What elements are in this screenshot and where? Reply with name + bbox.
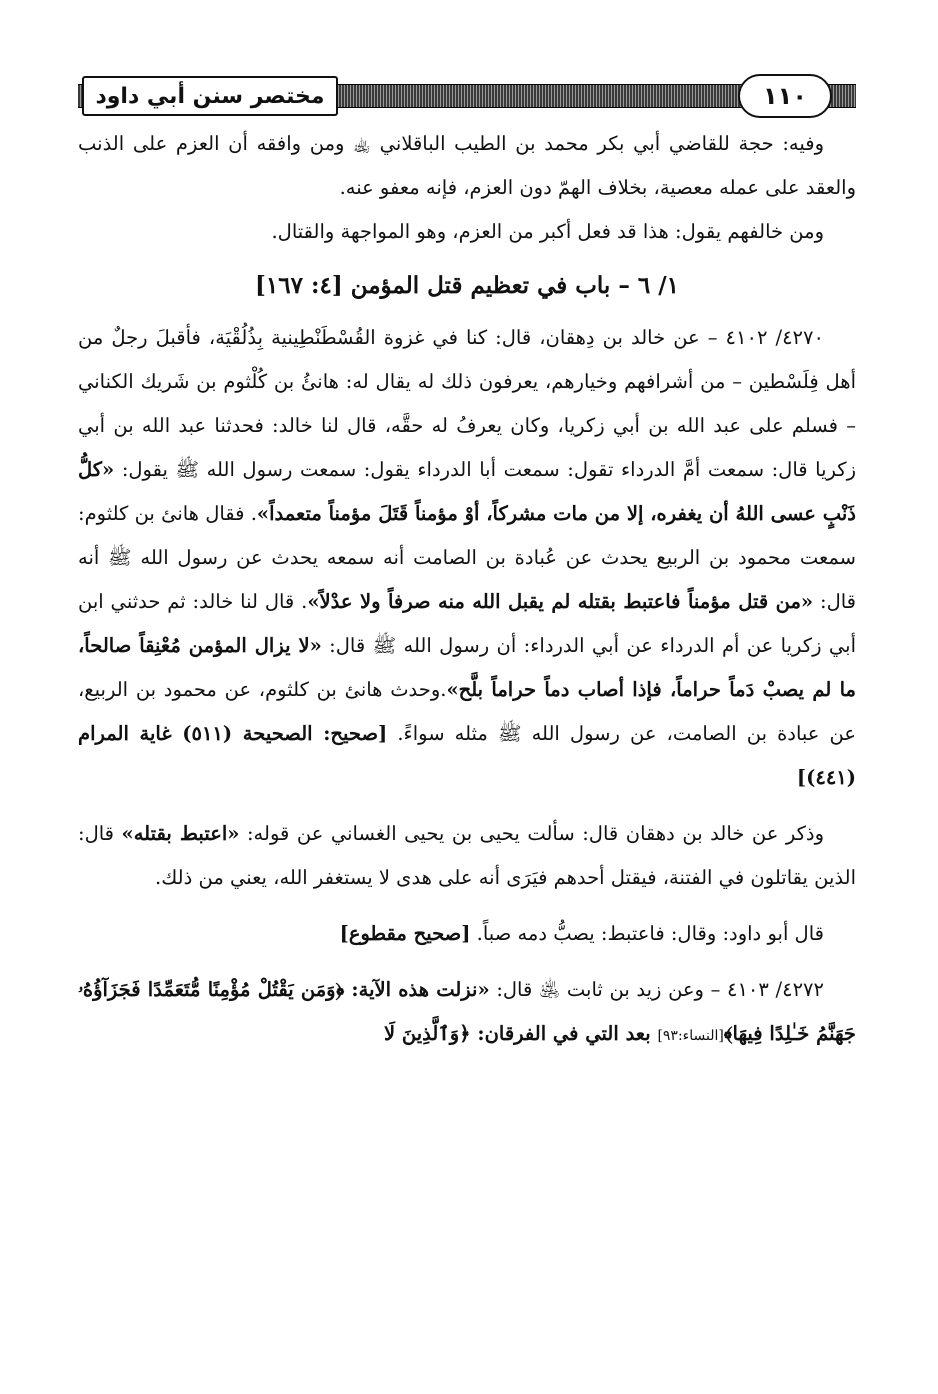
hadith-4270-grade: [صحيح: الصحيحة (٥١١) غاية المرام (٤٤١)] (78, 722, 856, 789)
hadith-4272-text: بعد التي في الفرقان: (470, 1022, 658, 1045)
page-header (78, 74, 856, 120)
paragraph-abu-dawud (78, 912, 856, 956)
hadith-4272-chain: ٤٢٧٢/ ٤١٠٣ – وعن زيد بن ثابت ﵁ قال: (489, 978, 824, 1001)
hadith-4270 (78, 316, 856, 800)
hadith-4270-chain-4: .وحدث هانئ بن كلثوم، عن محمود بن الربيع، عن عبادة بن الصامت، عن رسول الله ﷺ مثله سواءً. (78, 678, 856, 745)
hadith-4270-text-3: «لا يزال المؤمن مُعْنِقاً صالحاً، ما لم يصبْ دَماً حراماً، فإذا أصاب دماً حراماً بلَّح» (78, 634, 856, 701)
page-number: ١١٠ (738, 74, 832, 118)
hadith-4270-chain-2: . فقال هانئ بن كلثوم: سمعت محمود بن الربيع يحدث عن عُبادة بن الصامت أنه سمعه يحدث عن رسول الله ﷺ أنه قال: (78, 502, 856, 613)
paragraph-opposing-view: ومن خالفهم يقول: هذا قد فعل أكبر من العزم، وهو المواجهة والقتال. (271, 220, 824, 243)
chapter-heading: ١/ ٦ – باب في تعظيم قتل المؤمن [٤: ١٦٧] (255, 272, 679, 299)
paragraph-commentary: وفيه: حجة للقاضي أبي بكر محمد بن الطيب الباقلاني ﵀ ومن وافقه أن العزم على الذنب والعقد على عمله معصية، بخلاف الهمّ دون العزم، فإنه معفو عنه. (78, 132, 856, 199)
explanation-part-1: وذكر عن خالد بن دهقان قال: سألت يحيى بن يحيى الغساني عن قوله: (239, 822, 825, 845)
explanation-part-2: قال: الذين يقاتلون في الفتنة، فيقتل أحدهم فيَرَى أنه على هدى لا يستغفر الله، يعني من ذلك. (78, 822, 856, 889)
abu-dawud-grade: [صحيح مقطوع] (339, 922, 471, 945)
abu-dawud-statement: قال أبو داود: وقال: فاعتبط: يصبُّ دمه صباً. (470, 922, 824, 945)
page-body (78, 122, 856, 1058)
book-title: مختصر سنن أبي داود (82, 76, 338, 116)
hadith-4272-verse-ref: [النساء:٩٣] (657, 1028, 724, 1044)
paragraph-explanation (78, 812, 856, 900)
hadith-4272 (78, 968, 856, 1058)
hadith-4270-chain-3: . قال لنا خالد: ثم حدثني ابن أبي زكريا عن أم الدرداء عن أبي الدرداء: أن رسول الله ﷺ قال: (78, 590, 856, 657)
hadith-4270-chain: ٤٢٧٠/ ٤١٠٢ – عن خالد بن دِهقان، قال: كنا في غزوة القُسْطَنْطِينية بِذُلُقْيَة، فأقبلَ رجلٌ من أهل فِلَسْطين – من أشرافهم وخيارهم، يعرفون ذلك له يقال له: هانئُ بن كُلْثوم بن شَريك الكناني – فسلم على عبد الله بن أبي زكريا، وكان يعرفُ له حقَّه، قال لنا خالد: فحدثنا عبد الله بن أبي زكريا قال: سمعت أمَّ الدرداء تقول: سمعت أبا الدرداء يقول: سمعت رسول الله ﷺ يقول: (78, 326, 856, 481)
hadith-4272-verse-2: ﴿وَٱلَّذِينَ لَا (383, 1022, 471, 1045)
hadith-4270-text-2: «من قتل مؤمناً فاعتبط بقتله لم يقبل الله منه صرفاً ولا عدْلاً» (307, 590, 814, 613)
hadith-4272-verse: «نزلت هذه الآية: ﴿وَمَن يَقْتُلْ مُؤْمِنًا مُّتَعَمِّدًا فَجَزَآؤُهُۥ جَهَنَّمُ خَـٰلِدًا فِيهَا﴾ (78, 978, 856, 1045)
explanation-quote: «اعتبط بقتله» (121, 822, 240, 845)
hadith-4270-text-1: «كلُّ ذَنْبٍ عسى اللهُ أن يغفره، إلا من مات مشركاً، أوْ مؤمناً قَتَلَ مؤمناً متعمداً» (78, 458, 856, 525)
